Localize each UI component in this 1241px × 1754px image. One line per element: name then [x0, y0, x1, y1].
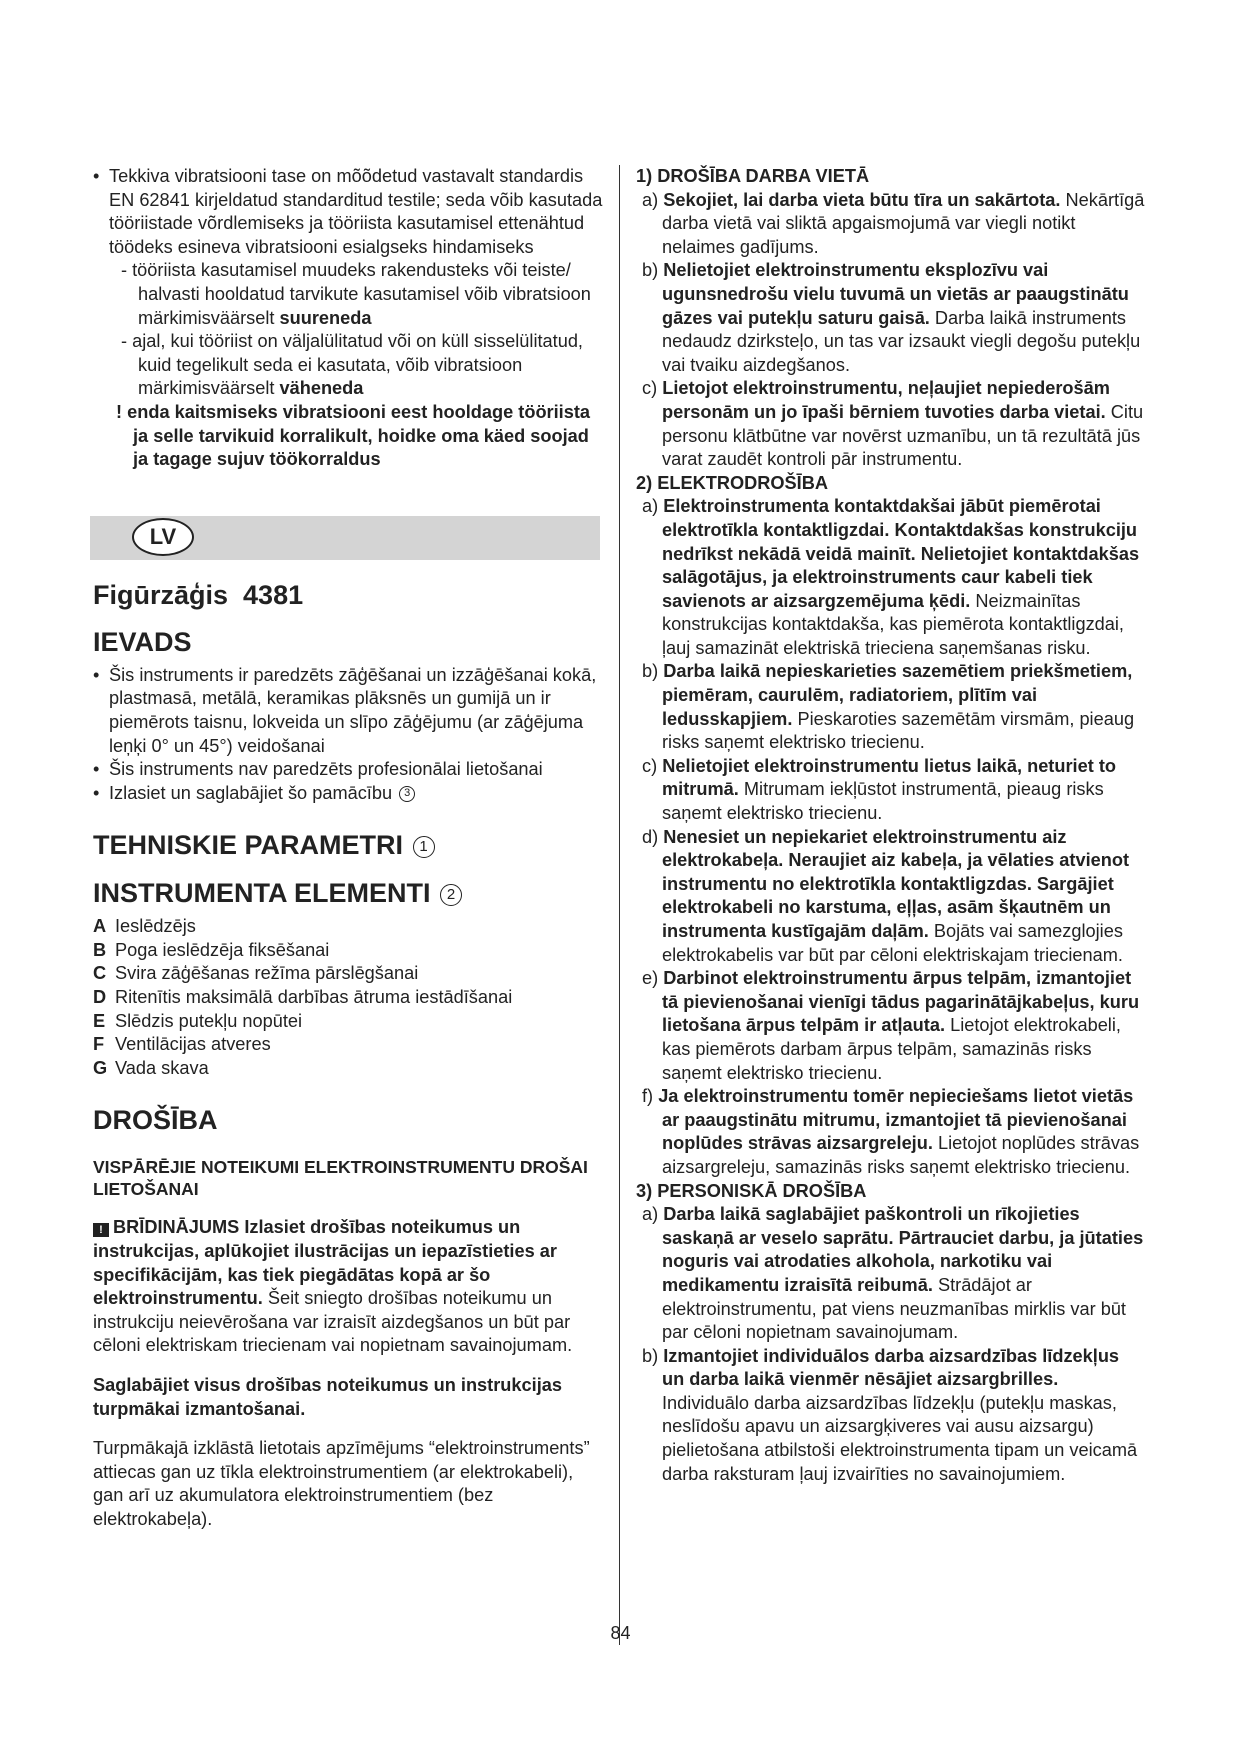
element-item: B Poga ieslēdzēja fiksēšanai	[93, 939, 330, 960]
section-work-area: 1) DROŠĪBA DARBA VIETĀ	[636, 166, 870, 186]
vibration-bullet: • Tekkiva vibratsiooni tase on mõõdetud vastavalt standardis EN 62841 kirjeldatud standarditud testile; seda võib kasutada tööriistade võrdlemiseks ja tööriista kasutamisel ettenähtud töödeks esineva vibratsiooni esialgseks hindamiseks	[93, 165, 603, 259]
safety-item: d) Nenesiet un nepiekariet elektroinstrumentu aiz elektrokabeļa. Neraujiet aiz kabeļa, ja vēlaties atvienot instrumentu no elektrotīkla kontaktligzdas. Sargājiet elektrokabeli no karstuma, eļļas, asām šķautnēm un instrumenta kustīgajām daļām. Bojāts vai samezglojies elektrokabelis var būt par cēloni elektriskajam triecienam.	[642, 826, 1130, 965]
section-electrical: 2) ELEKTRODROŠĪBA	[636, 472, 828, 493]
element-item: D Ritenītis maksimālā darbības ātruma iestādīšanai	[93, 987, 513, 1008]
language-bar	[90, 516, 600, 560]
element-item: G Vada skava	[93, 1057, 209, 1078]
vibration-dash-increase: - tööriista kasutamisel muudeks rakendusteks või teiste/ halvasti hooldatud tarvikute kasutamisel võib vibratsioon märkimisväärselt suureneda	[121, 260, 591, 328]
column-divider	[619, 165, 620, 1645]
vibration-protection-note: ! enda kaitsmiseks vibratsiooni eest hooldage tööriista ja selle tarvikuid korralikult, hoidke oma käed soojad ja tagage sujuv töökorraldus	[116, 401, 591, 470]
safety-item: f) Ja elektroinstrumentu tomēr nepieciešams lietot vietās ar paaugstinātu mitrumu, izmantojiet tā pievienošanai noplūdes strāvas aizsargreleju. Lietojot noplūdes strāvas aizsargreleju, samazinās risks saņemt elektrisko triecienu.	[642, 1086, 1140, 1177]
ievads-bullet: • Šis instruments nav paredzēts profesionālai lietošanai	[93, 758, 603, 782]
page-number: 84	[610, 1623, 631, 1643]
section-personal: 3) PERSONISKĀ DROŠĪBA	[636, 1180, 867, 1201]
figure-title: Figūrzāģis 4381	[93, 579, 304, 610]
safety-item: c) Lietojot elektroinstrumentu, neļaujiet nepiederošām personām un jo īpaši bērniem tuvoties darba vietai. Citu personu klātbūtne var novērst uzmanību, un tā rezultātā jūs varat zaudēt kontroli pār instrumentu.	[642, 378, 1144, 470]
figure-ref-2: 2	[440, 884, 462, 906]
safety-item: e) Darbinot elektroinstrumentu ārpus telpām, izmantojiet tā pievienošanai vienīgi tādus pagarinātājkabeļus, kuru lietošana ārpus telpām ir atļauta. Lietojot elektrokabeli, kas piemērots darbam ārpus telpām, samazinās risks saņemt elektrisko triecienu.	[642, 968, 1140, 1083]
element-item: E Slēdzis putekļu nopūtei	[93, 1010, 303, 1031]
ievads-bullet: • Šis instruments ir paredzēts zāģēšanai un izzāģēšanai kokā, plastmasā, metālā, keramikas plāksnēs un gumijā un ir piemērots taisnu, lokveida un slīpo zāģējumu (ar zāģējuma leņķi 0° un 45°) veidošanai	[93, 664, 603, 758]
element-item: A Ieslēdzējs	[93, 916, 196, 937]
safety-item: b) Izmantojiet individuālos darba aizsardzības līdzekļus un darba laikā vienmēr nēsājiet aizsargbrilles. Individuālo darba aizsardzības līdzekļu (putekļu maskas, neslīdošu apavu un aizsargķiveres vai ausu aizsargu) pielietošana atbilstoši elektroinstrumenta tipam un veicamā darba raksturam ļauj izvairīties no savainojumiem.	[642, 1345, 1138, 1484]
language-badge: LV	[132, 518, 194, 556]
safety-item: b) Darba laikā nepieskarieties sazemētiem priekšmetiem, piemēram, caurulēm, radiatoriem, plītīm vai ledusskapjiem. Pieskaroties sazemētām virsmām, pieaug risks saņemt elektrisko triecienu.	[642, 661, 1135, 753]
ievads-bullet: • Izlasiet un saglabājiet šo pamācību 3	[93, 782, 603, 806]
right-column	[636, 165, 1146, 1486]
vibration-dash-decrease: - ajal, kui tööriist on väljalülitatud või on küll sisselülitatud, kuid tegelikult seda ei kasutata, võib vibratsioon märkimisväärselt väheneda	[121, 331, 583, 399]
tech-params-heading: TEHNISKIE PARAMETRI 1	[93, 827, 603, 863]
safety-item: a) Darba laikā saglabājiet paškontroli un rīkojieties saskaņā ar veselo saprātu. Pārtrauciet darbu, ja jūtaties noguris vai atrodaties alkohola, narkotiku vai medikamentu izraisītā reibumā. Strādājot ar elektroinstrumentu, pat viens neuzmanības mirklis var būt par cēloni nopietnam savainojumam.	[642, 1204, 1144, 1343]
keep-instructions: Saglabājiet visus drošības noteikumus un instrukcijas turpmākai izmantošanai.	[93, 1375, 562, 1419]
safety-item: b) Nelietojiet elektroinstrumentu eksplozīvu vai ugunsnedrošu vielu tuvumā un vietās ar paaugstinātu gāzes vai putekļu saturu gaisā. Darba laikā instruments nedaudz dzirksteļo, un tas var izsaukt viegli degošu putekļu vai tvaiku aizdegšanos.	[642, 260, 1141, 375]
safety-item: a) Elektroinstrumenta kontaktdakšai jābūt piemērotai elektrotīkla kontaktligzdai. Kontaktdakšas konstrukciju nedrīkst nekādā veidā mainīt. Nelietojiet kontaktdakšas salāgotājus, ja elektroinstruments caur kabeli tiek savienots ar aizsargzemējuma ķēdi. Neizmainītas konstrukcijas kontaktdakša, kas piemērota kontaktligzdai, ļauj samazināt elektriskā trieciena saņemšanas risku.	[642, 496, 1140, 658]
figure-ref-1: 1	[413, 836, 435, 858]
safety-item: c) Nelietojiet elektroinstrumentu lietus laikā, neturiet to mitrumā. Mitrumam iekļūstot instrumentā, pieaug risks saņemt elektrisko triecienu.	[642, 755, 1116, 824]
left-column	[93, 165, 603, 1532]
element-item: C Svira zāģēšanas režīma pārslēgšanai	[93, 963, 419, 984]
elements-heading: INSTRUMENTA ELEMENTI 2	[93, 875, 603, 911]
ievads-heading: IEVADS	[93, 626, 192, 657]
figure-ref-3: 3	[399, 786, 415, 802]
drosiba-heading: DROŠĪBA	[93, 1105, 218, 1136]
warning-paragraph: ! BRĪDINĀJUMS Izlasiet drošības noteikumus un instrukcijas, aplūkojiet ilustrācijas un iepazīstieties ar specifikācijām, kas tiek piegādātas kopā ar šo elektroinstrumentu. Šeit sniegto drošības noteikumu un instrukciju neievērošana var izraisīt aizdegšanos un būt par cēloni elektriskam triecienam vai nopietnam savainojumam.	[93, 1217, 573, 1356]
term-definition: Turpmākajā izklāstā lietotais apzīmējums “elektroinstruments” attiecas gan uz tīkla elektroinstrumentiem (ar elektrokabeli), gan arī uz akumulatora elektroinstrumentiem (bez elektrokabeļa).	[93, 1438, 590, 1529]
safety-item: a) Sekojiet, lai darba vieta būtu tīra un sakārtota. Nekārtīgā darba vietā vai sliktā apgaismojumā var viegli notikt nelaimes gadījums.	[642, 189, 1145, 257]
element-item: F Ventilācijas atveres	[93, 1034, 271, 1055]
general-rules-heading: VISPĀRĒJIE NOTEIKUMI ELEKTROINSTRUMENTU DROŠAI LIETOŠANAI	[93, 1157, 588, 1200]
warning-icon: !	[93, 1223, 109, 1237]
